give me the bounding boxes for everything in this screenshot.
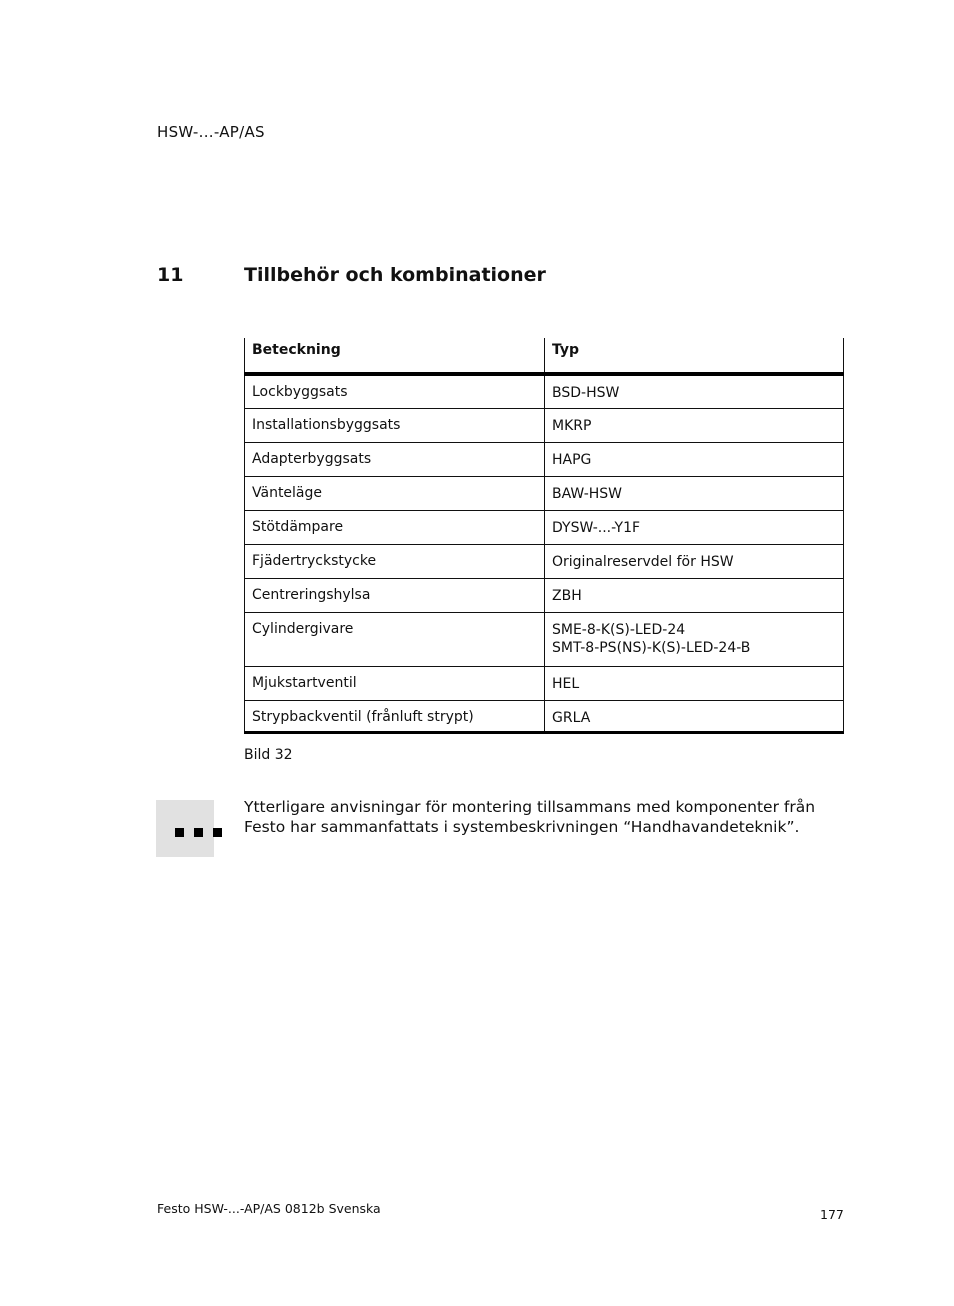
type-cell: [545, 544, 844, 578]
designation-cell: Adapterbyggsats: [245, 442, 545, 476]
type-cell: [545, 476, 844, 510]
table-row: [245, 700, 844, 732]
type-value: MKRP: [552, 417, 592, 434]
table-header-row: [245, 338, 844, 374]
footer-document: Festo HSW-...-AP/AS 0812b Svenska: [157, 1201, 381, 1216]
designation-cell: Lockbyggsats: [245, 374, 545, 408]
note-square-3: [213, 828, 222, 837]
designation-cell: Installationsbyggsats: [245, 408, 545, 442]
type-cell: [545, 510, 844, 544]
type-value: HAPG: [552, 451, 592, 468]
type-value: ZBH: [552, 587, 582, 604]
table-row: [245, 374, 844, 408]
designation-cell: Fjädertryckstycke: [245, 544, 545, 578]
type-value: GRLA: [552, 709, 591, 726]
type-value: BSD-HSW: [552, 385, 620, 401]
designation-cell: Vänteläge: [245, 476, 545, 510]
note-square-1: [175, 828, 184, 837]
column-header-type: Typ: [545, 338, 844, 374]
note-square-2: [194, 828, 203, 837]
type-cell: [545, 700, 844, 732]
chapter-title: Tillbehör och kombinationer: [244, 264, 546, 286]
type-value: DYSW-...-Y1F: [552, 519, 641, 536]
table-row: [245, 612, 844, 666]
designation-cell: Centreringshylsa: [245, 578, 545, 612]
chapter-number: 11: [157, 264, 184, 286]
type-cell: [545, 578, 844, 612]
note-squares-icon: [156, 800, 214, 857]
table-row: [245, 510, 844, 544]
table-row: [245, 442, 844, 476]
designation-cell: Mjukstartventil: [245, 666, 545, 700]
table-row: [245, 578, 844, 612]
type-value: Originalreservdel för HSW: [552, 553, 734, 570]
type-cell: [545, 442, 844, 476]
type-value: HEL: [552, 675, 580, 692]
type-cell: [545, 666, 844, 700]
type-value: BAW-HSW: [552, 485, 622, 502]
designation-cell: Stötdämpare: [245, 510, 545, 544]
column-header-designation: Beteckning: [245, 338, 545, 374]
designation-cell: Strypbackventil (frånluft strypt): [245, 700, 545, 732]
type-cell: [545, 408, 844, 442]
table-row: [245, 666, 844, 700]
note-text: Ytterligare anvisningar för montering tillsammans med komponenter från Festo har sammanfattats i systembeskrivningen “Handhavandeteknik”.: [244, 798, 816, 836]
running-header: HSW-...-AP/AS: [157, 123, 265, 141]
table-row: [245, 544, 844, 578]
figure-caption: Bild 32: [244, 747, 293, 763]
type-value: SME-8-K(S)-LED-24: [552, 621, 686, 638]
page-number: 177: [820, 1207, 844, 1222]
table-row: [245, 476, 844, 510]
table-row: [245, 408, 844, 442]
accessories-table: [244, 338, 844, 734]
type-cell: [545, 374, 844, 408]
designation-cell: Cylindergivare: [245, 612, 545, 666]
type-value: SMT-8-PS(NS)-K(S)-LED-24-B: [552, 639, 751, 656]
type-cell: [545, 612, 844, 666]
